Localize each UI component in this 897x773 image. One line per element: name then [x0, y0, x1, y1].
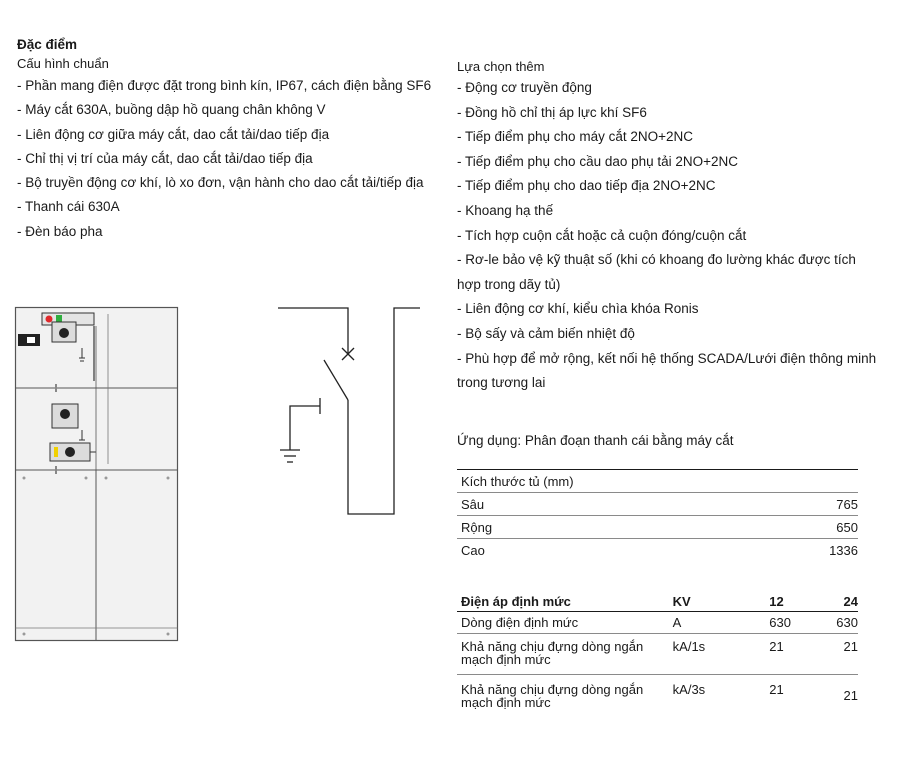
- options-list: [457, 76, 877, 396]
- table-header-cell: 12: [765, 592, 832, 612]
- list-item: - Tích hợp cuộn cắt hoặc cả cuộn đóng/cuộn cắt: [457, 227, 747, 243]
- table-cell: 630: [832, 612, 858, 634]
- table-row: [457, 539, 858, 562]
- table-row: [457, 493, 858, 516]
- dimensions-table: [457, 469, 858, 561]
- red-indicator-icon: [46, 316, 53, 323]
- table-cell: Khả năng chịu đựng dòng ngắn mạch định mức: [461, 682, 644, 710]
- table-cell: kA/3s: [672, 682, 706, 697]
- table-cell: 650: [675, 516, 858, 539]
- features-heading: Đặc điểm: [17, 37, 78, 52]
- application-text: Ứng dụng: Phân đoạn thanh cái bằng máy cắt: [457, 433, 734, 448]
- table-cell: A: [669, 612, 766, 634]
- options-heading: Lựa chọn thêm: [457, 59, 545, 74]
- table-cell: 630: [765, 612, 832, 634]
- table-cell: 21: [843, 688, 858, 703]
- table-cell: Khả năng chịu đựng dòng ngắn mạch định mức: [457, 634, 669, 675]
- list-item: - Bộ sấy và cảm biến nhiệt độ: [457, 325, 635, 341]
- list-item: - Chỉ thị vị trí của máy cắt, dao cắt tải/dao tiếp địa: [17, 150, 313, 166]
- list-item: - Đồng hồ chỉ thị áp lực khí SF6: [457, 104, 647, 120]
- table-row: [457, 675, 858, 712]
- table-cell: Cao: [461, 542, 485, 558]
- list-item: - Tiếp điểm phụ cho dao tiếp địa 2NO+2NC: [457, 178, 716, 194]
- list-item: - Khoang hạ thế: [457, 202, 554, 218]
- table-header-cell: Kích thước tủ (mm): [457, 470, 858, 493]
- features-subheading: Cấu hình chuẩn: [17, 56, 109, 71]
- list-item: - Tiếp điểm phụ cho cầu dao phụ tải 2NO+2NC: [457, 153, 739, 169]
- ratings-table: [457, 592, 858, 711]
- list-item: - Động cơ truyền động: [457, 80, 592, 95]
- list-item: - Phần mang điện được đặt trong bình kín, IP67, cách điện bằng SF6: [17, 78, 432, 93]
- list-item: - Tiếp điểm phụ cho máy cắt 2NO+2NC: [457, 129, 693, 145]
- table-row: [457, 634, 858, 675]
- list-item: - Liên động cơ giữa máy cắt, dao cắt tải/dao tiếp địa: [17, 126, 330, 142]
- list-item: - Rơ-le bảo vệ kỹ thuật số (khi có khoang đo lường khác được tích hợp trong dãy tủ): [457, 252, 856, 292]
- list-item: - Máy cắt 630A, buồng dập hồ quang chân không V: [17, 102, 326, 118]
- switchgear-cabinet-drawing: [14, 306, 180, 642]
- features-list: [17, 74, 449, 244]
- list-item: - Thanh cái 630A: [17, 199, 120, 215]
- list-item: - Đèn báo pha: [17, 223, 103, 239]
- table-header-cell: Điện áp định mức: [457, 592, 669, 612]
- table-row: [457, 612, 858, 634]
- table-cell: 1336: [829, 542, 858, 558]
- table-cell: 21: [832, 634, 858, 675]
- table-cell: Rộng: [457, 516, 675, 539]
- table-header-cell: KV: [669, 592, 766, 612]
- table-cell: Sâu: [457, 493, 675, 516]
- list-item: - Bộ truyền động cơ khí, lò xo đơn, vận hành cho dao cắt tải/tiếp địa: [17, 175, 424, 191]
- table-cell: 21: [765, 634, 832, 675]
- table-header-cell: 24: [832, 592, 858, 612]
- table-row: [457, 470, 858, 493]
- table-cell: 765: [675, 493, 858, 516]
- table-cell: Dòng điện định mức: [457, 612, 669, 634]
- table-row: [457, 592, 858, 612]
- table-cell: 21: [769, 682, 784, 697]
- list-item: - Liên động cơ khí, kiểu chìa khóa Ronis: [457, 301, 699, 317]
- table-cell: kA/1s: [669, 634, 766, 675]
- list-item: - Phù hợp để mở rộng, kết nối hệ thống SCADA/Lưới điện thông minh trong tương lai: [457, 350, 877, 391]
- single-line-diagram: [270, 300, 456, 520]
- table-row: [457, 516, 858, 539]
